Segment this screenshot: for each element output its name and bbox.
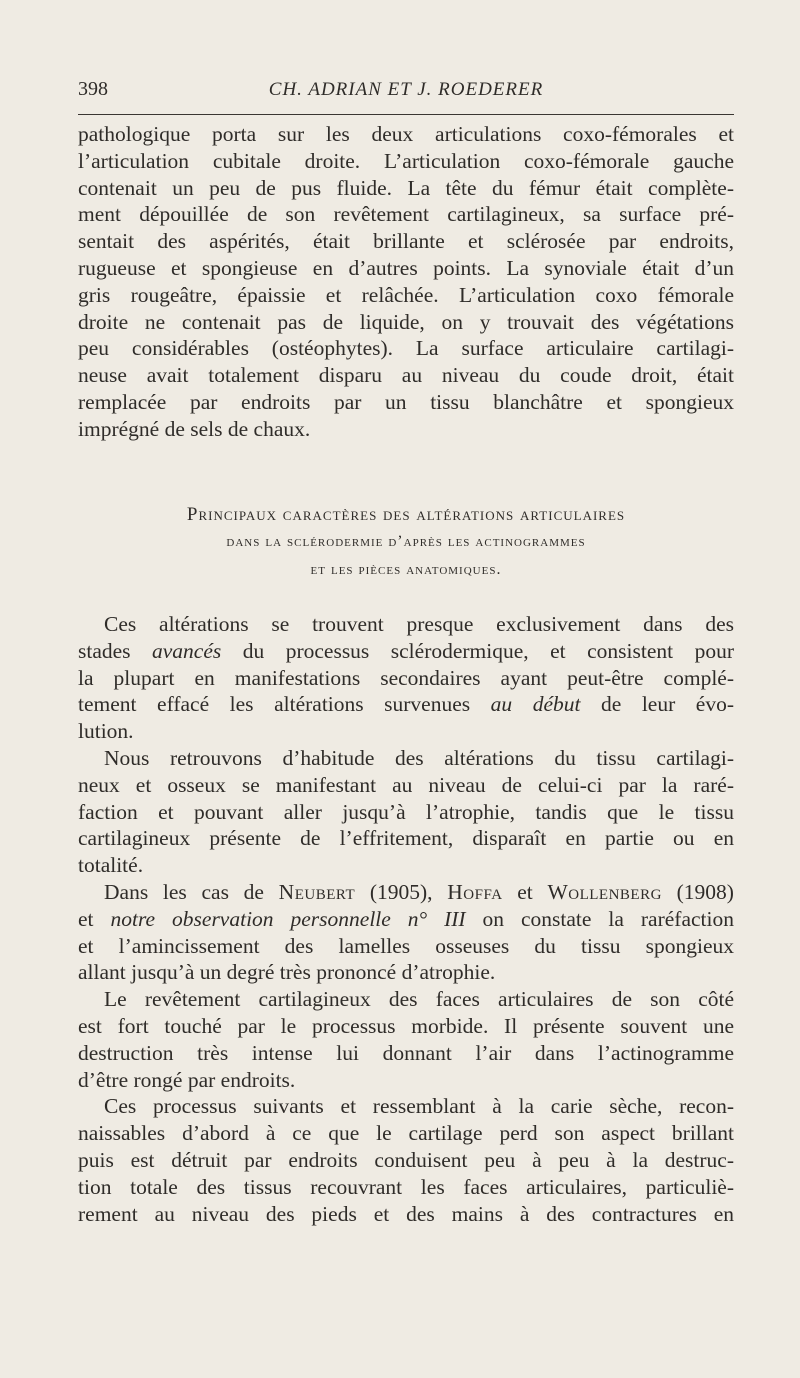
text-line: neuse avait totalement disparu au niveau du coude droit, était [78, 363, 734, 388]
text-line: allant jusqu’à un degré très prononcé d’atrophie. [78, 960, 496, 985]
emphasis: notre observation personnelle n° III [110, 906, 466, 931]
author-name: Neubert [278, 879, 356, 904]
text-line: peu considérables (ostéophytes). La surface articulaire cartilagi- [78, 336, 734, 361]
text-line: est fort touché par le processus morbide. Il présente souvent une [78, 1013, 734, 1038]
page-number: 398 [78, 78, 108, 100]
text-line: puis est détruit par endroits conduisent peu à peu à la destruc- [78, 1147, 734, 1172]
text-line [78, 906, 734, 933]
section-heading-line-1: Principaux caractères des altérations articulaires [186, 504, 626, 525]
text-line: contenait un peu de pus fluide. La tête du fémur était complète- [78, 175, 734, 200]
text-line: droite ne contenait pas de liquide, on y trouvait des végétations [78, 309, 734, 334]
text-run: et [78, 906, 111, 931]
text-run: tement effacé les altérations survenues [78, 692, 491, 717]
body-text [78, 611, 734, 1227]
section-heading-line-3: et les pièces anatomiques. [310, 561, 502, 578]
text-line: remplacée par endroits par un tissu blanchâtre et spongieux [78, 389, 734, 414]
text-line: imprégné de sels de chaux. [78, 416, 311, 441]
text-line: l’articulation cubitale droite. L’articulation coxo-fémorale gauche [78, 148, 734, 173]
author-name: Wollenberg [547, 879, 662, 904]
section-heading-line-2: dans la sclérodermie d’après les actinogrammes [226, 533, 586, 550]
text-line: d’être rongé par endroits. [78, 1067, 296, 1092]
text-line: cartilagineux présente de l’effritement, disparaît en partie ou en [78, 826, 734, 851]
text-line: naissables d’abord à ce que le cartilage perd son aspect brillant [78, 1121, 734, 1146]
page-header [78, 78, 734, 108]
text-line: sentait des aspérités, était brillante et sclérosée par endroits, [78, 229, 734, 254]
text-line: pathologique porta sur les deux articulations coxo-fémorales et [78, 122, 734, 146]
text-line: la plupart en manifestations secondaires ayant peut-être complé- [78, 665, 734, 690]
emphasis: avancés [152, 638, 222, 663]
text-line: rugueuse et spongieuse en d’autres points. La synoviale était d’un [78, 255, 734, 280]
text-line: lution. [78, 719, 134, 744]
text-line [78, 638, 734, 665]
text-run: et [502, 879, 548, 904]
text-run: (1905), [355, 879, 448, 904]
text-run: on constate la raréfaction [465, 906, 734, 931]
text-run: stades [78, 638, 153, 663]
text-line: faction et pouvant aller jusqu’à l’atrophie, tandis que le tissu [78, 799, 734, 824]
text-line [78, 691, 734, 718]
text-run: du processus sclérodermique, et consistent pour [221, 638, 734, 663]
text-line: rement au niveau des pieds et des mains à des contractures en [78, 1201, 734, 1226]
running-title: CH. ADRIAN ET J. ROEDERER [268, 79, 544, 100]
text-line: gris rougeâtre, épaissie et relâchée. L’articulation coxo fémorale [78, 282, 734, 307]
header-rule [78, 114, 734, 115]
text-line: ment dépouillée de son revêtement cartilagineux, sa surface pré- [78, 202, 734, 227]
text-line: totalité. [78, 853, 144, 878]
text-line: Nous retrouvons d’habitude des altérations du tissu cartilagi- [104, 745, 734, 770]
text-run: Dans les cas de [104, 879, 279, 904]
text-line: Ces altérations se trouvent presque exclusivement dans des [104, 612, 734, 636]
text-run: de leur évo- [580, 692, 734, 717]
text-line: et l’amincissement des lamelles osseuses du tissu spongieux [78, 933, 734, 958]
text-line: neux et osseux se manifestant au niveau de celui-ci par la raré- [78, 772, 734, 797]
text-run: (1908) [661, 879, 734, 904]
emphasis: au début [490, 692, 581, 717]
text-line: Ces processus suivants et ressemblant à la carie sèche, recon- [104, 1094, 734, 1119]
text-line: Le revêtement cartilagineux des faces articulaires de son côté [104, 987, 734, 1012]
text-line: tion totale des tissus recouvrant les faces articulaires, particuliè- [78, 1174, 734, 1199]
paragraph-1 [78, 121, 734, 443]
text-line: destruction très intense lui donnant l’air dans l’actinogramme [78, 1040, 734, 1065]
text-line [78, 879, 734, 906]
author-name: Hoffa [447, 879, 503, 904]
